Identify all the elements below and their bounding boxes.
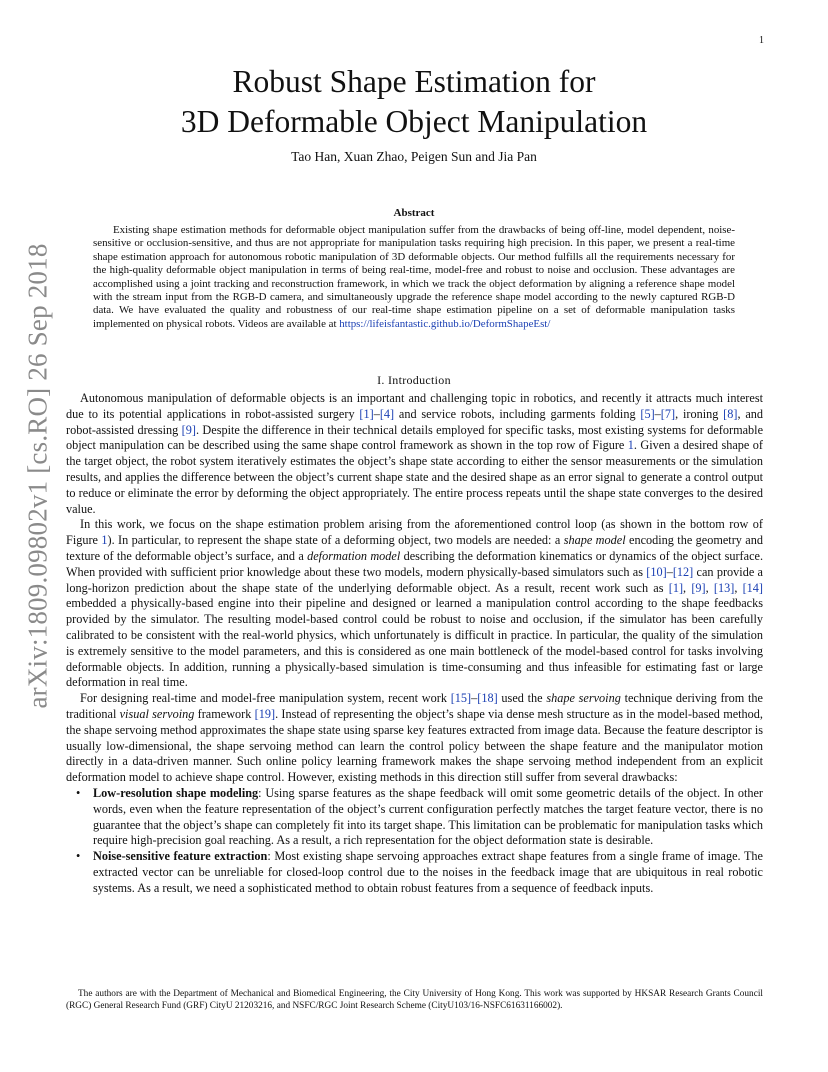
text-run: –	[666, 564, 673, 579]
text-run: Autonomous manipulation of deformable objects is an important and challenging topic in robotics, and recently it attracts much interest due to its potential applications in robot-assisted surgery	[66, 391, 763, 421]
page-number: 1	[759, 35, 764, 46]
text-run: ,	[683, 580, 692, 595]
citation-link[interactable]: [9]	[691, 580, 706, 595]
figure-link[interactable]: 1	[627, 438, 634, 453]
bullet-dot: •	[76, 785, 81, 800]
list-item-text: : Using sparse features as the shape feedback will omit some geometric details of the object. In other words, even when the feature representation of the object’s current configuration perfectly matches the target feature vector, there is no guarantee that the object’s shape can completely fit into its target shape. This limitation can be problematic for manipulation tasks which require high-precision goal reaching. As a result, a rich representation for the object deformation state is desirable.	[93, 785, 763, 848]
citation-link[interactable]: [12]	[672, 564, 694, 579]
citation-link[interactable]: [10]	[646, 564, 667, 579]
text-run: For designing real-time and model-free manipulation system, recent work	[80, 691, 451, 706]
citation-link[interactable]: [4]	[379, 406, 395, 421]
video-link[interactable]: https://lifeisfantastic.github.io/DeformShapeEst/	[339, 317, 551, 330]
drawback-list	[66, 786, 763, 897]
text-run: ,	[705, 580, 714, 595]
emphasis: deformation model	[307, 548, 401, 563]
text-run: can provide a long-horizon prediction about the shape state of the underlying deformable object. As a result, recent work such as	[66, 564, 763, 595]
list-item	[66, 786, 763, 849]
text-run: ). In particular, to represent the shape state of a deforming object, two models are needed: a	[107, 533, 564, 548]
text-run: technique deriving from the traditional	[66, 691, 763, 721]
text-run: framework	[194, 706, 255, 721]
authors: Tao Han, Xuan Zhao, Peigen Sun and Jia Pan	[291, 149, 537, 164]
text-run: In this work, we focus on the shape estimation problem arising from the aforementioned control loop (as shown in the bottom row of Figure	[66, 517, 763, 548]
text-run: . Given a desired shape of the target object, the robot system iteratively estimates the object’s shape state according to either the sensor measurements or the simulation results, and applies the difference between the object’s current shape state and the desired shape as an error signal to generate a control output to reduce or eliminate the error by deforming the object appropriately. The entire process repeats until the shape state converges to the desired value.	[66, 438, 763, 516]
text-run: , ironing	[675, 406, 724, 421]
list-item	[66, 849, 763, 896]
citation-link[interactable]: [18]	[477, 691, 498, 706]
paragraph-1	[66, 391, 763, 517]
text-run: used the	[497, 691, 547, 706]
emphasis: visual servoing	[119, 706, 195, 721]
list-item-title: Noise-sensitive feature extraction	[93, 849, 268, 864]
citation-link[interactable]: [9]	[181, 422, 196, 437]
title-line-2: 3D Deformable Object Manipulation	[180, 104, 648, 139]
text-run: –	[654, 406, 661, 421]
emphasis: shape model	[563, 533, 626, 548]
paragraph-2	[66, 517, 763, 691]
paper-title	[0, 62, 828, 142]
text-run: –	[471, 691, 478, 706]
citation-link[interactable]: [7]	[660, 406, 676, 421]
paragraph-3	[66, 691, 763, 786]
list-item-title: Low-resolution shape modeling	[93, 785, 259, 800]
abstract-text: Existing shape estimation methods for deformable object manipulation suffer from the drawbacks of being off-line, model dependent, noise-sensitive or occlusion-sensitive, and thus are not appropriate for manipulation tasks requiring high precision. In this paper, we present a real-time shape estimation approach for autonomous robotic manipulation of 3D deformable objects. Our method fulfills all the requirements necessary for the high-quality deformable object manipulation in terms of being real-time, model-free and robust to noise and occlusion. These advantages are accomplished using a joint tracking and reconstruction framework, in which we track the object deformation by aligning a reference shape model with the stream input from the RGB-D camera, and simultaneously upgrade the reference shape model according to the newly captured RGB-D data. We have evaluated the quality and robustness of our real-time shape estimation pipeline on a set of deformable manipulation tasks implemented on physical robots. Videos are available at	[93, 224, 735, 330]
citation-link[interactable]: [15]	[450, 691, 472, 706]
text-run: encoding the geometry and texture of the deformable object’s surface, and a	[66, 533, 763, 563]
body-text	[66, 391, 763, 897]
section-heading: I. Introduction	[377, 373, 451, 387]
text-run: ,	[734, 580, 743, 595]
text-run: –	[373, 406, 380, 421]
bullet-dot: •	[76, 849, 81, 864]
abstract	[93, 224, 735, 331]
figure-link[interactable]: 1	[101, 533, 108, 548]
citation-link[interactable]: [13]	[713, 580, 735, 595]
title-line-1: Robust Shape Estimation for	[232, 64, 596, 99]
citation-link[interactable]: [8]	[723, 406, 738, 421]
text-run: and service robots, including garments folding	[394, 406, 641, 421]
text-run: embedded a physically-based engine into their pipeline and designed or learned a manipulation control according to the shape feedbacks provided by the simulator. The resulting model-based control could be robust to noise and occlusion, if the simulator has been carefully calibrated to be consistent with the real-world physics, which unfortunately is difficult in practice. In particular, the quality of the simulation is extremely sensitive to the model parameters, and this is considered as one main bottleneck of the model-based control for tasks involving deformable objects. In addition, running a physically-based simulation is time-consuming and thus infeasible for estimating fast or large deformation in real time.	[66, 596, 763, 690]
text-run: . Despite the difference in their technical details employed for specific tasks, most existing systems for deformable object manipulation can be described using the same shape control framework as shown in the top row of Figure	[66, 422, 764, 453]
footnote: The authors are with the Department of Mechanical and Biomedical Engineering, the City University of Hong Kong. This work was supported by HKSAR Research Grants Council (RGC) General Research Fund (GRF) CityU 21203216, and NSFC/RGC Joint Research Scheme (CityU103/16-NSFC61631166002).	[66, 989, 763, 1012]
text-run: . Instead of representing the object’s shape via dense mesh structure as in the model-based method, the shape servoing method approximates the shape state using sparse key features extracted from image data. Because the feature descriptor is usually low-dimensional, the shape servoing method can learn the control policy between the shape feature and the manipulator motion directly in a data-driven manner. Such online policy learning framework makes the shape servoing method independent from an explicit deformation model to achieve shape control. However, existing methods in this direction still suffer from several drawbacks:	[66, 706, 763, 785]
citation-link[interactable]: [1]	[359, 406, 374, 421]
list-item-text: : Most existing shape servoing approaches extract shape features from a single frame of image. The extracted vector can be unreliable for closed-loop control due to the noises in the feedback image that are ubiquitous in real robotic systems. As a result, we need a sophisticated method to obtain robust features from a sequence of feedback inputs.	[93, 849, 763, 895]
text-run: describing the deformation kinematics or dynamics of the object surface. When provided with sufficient prior knowledge about these two models, modern physically-based simulators such as	[66, 548, 764, 579]
abstract-heading: Abstract	[393, 207, 435, 219]
text-run: , and robot-assisted dressing	[66, 406, 764, 437]
citation-link[interactable]: [5]	[640, 406, 655, 421]
emphasis: shape servoing	[546, 691, 621, 706]
citation-link[interactable]: [19]	[254, 706, 276, 721]
arxiv-stamp: arXiv:1809.09802v1 [cs.RO] 26 Sep 2018	[22, 243, 53, 709]
citation-link[interactable]: [14]	[742, 580, 764, 595]
citation-link[interactable]: [1]	[668, 580, 684, 595]
